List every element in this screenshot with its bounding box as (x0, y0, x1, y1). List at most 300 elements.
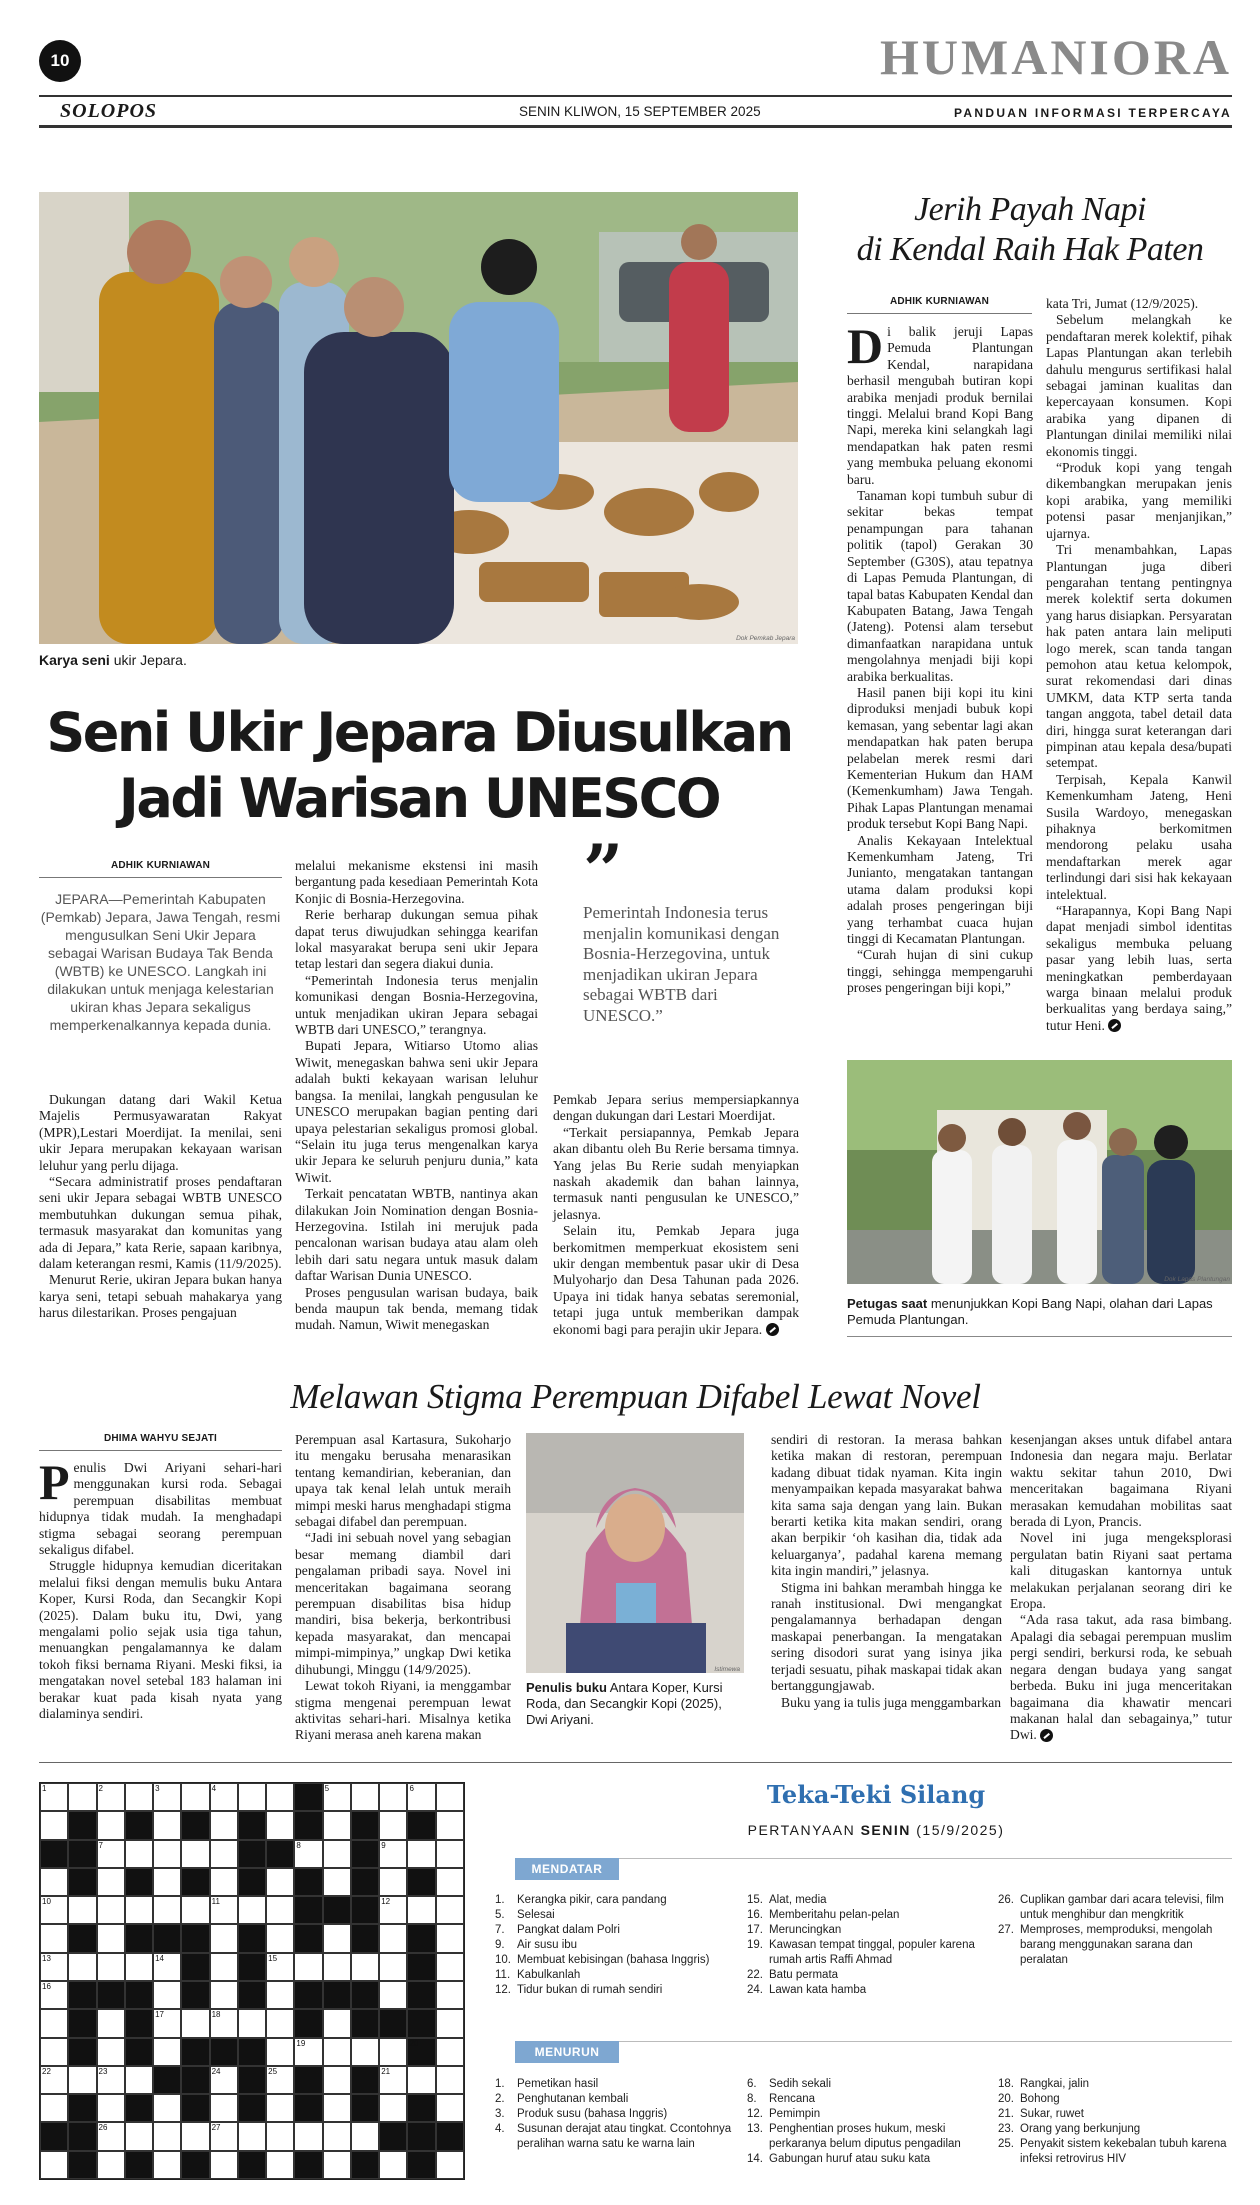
kopi-col-2 (1046, 296, 1232, 1034)
crossword-black-cell (153, 2066, 181, 2094)
crossword-clue-number: 24 (211, 2066, 221, 2076)
crossword-cell[interactable] (323, 2151, 351, 2179)
crossword-cell[interactable] (210, 1840, 238, 1868)
crossword-cell[interactable] (407, 1840, 435, 1868)
crossword-cell[interactable] (181, 1840, 209, 1868)
crossword-cell[interactable] (266, 1868, 294, 1896)
photo-credit-novel: Istimewa (714, 1666, 740, 1673)
crossword-cell[interactable] (379, 1811, 407, 1839)
crossword-cell[interactable] (238, 1783, 266, 1811)
crossword-cell[interactable] (68, 2066, 96, 2094)
crossword-black-cell (407, 1811, 435, 1839)
crossword-black-cell (436, 2122, 464, 2150)
crossword-clue-number: 2 (98, 1784, 103, 1793)
kopi-col-1 (847, 318, 1033, 997)
crossword-cell[interactable] (323, 2094, 351, 2122)
crossword-black-cell (181, 1981, 209, 2009)
clue-number: 25. (998, 2138, 1014, 2150)
crossword-cell[interactable] (379, 1953, 407, 1981)
clue-text: Sukar, ruwet (1020, 2108, 1084, 2120)
subtitle-pre: PERTANYAAN (747, 1822, 861, 1838)
clue-item (998, 2092, 1232, 2107)
main-byline: ADHIK KURNIAWAN (39, 860, 282, 878)
clue-item (747, 1893, 987, 1908)
crossword-black-cell (125, 2038, 153, 2066)
crossword-cell[interactable] (97, 1924, 125, 1952)
crossword-cell[interactable] (210, 1811, 238, 1839)
kopi-headline (830, 190, 1230, 270)
crossword-clue-number: 9 (381, 1840, 386, 1850)
crossword-cell[interactable] (266, 2009, 294, 2037)
crossword-cell[interactable] (181, 2009, 209, 2037)
crossword-cell[interactable] (210, 1981, 238, 2009)
clue-number: 11. (495, 1969, 511, 1981)
crossword-cell[interactable] (266, 2151, 294, 2179)
paragraph: “Pemerintah Indonesia terus menjalin komunikasi dengan Bosnia-Herzegovina, untuk menjadikan ukiran Jepara sebagai WBTB dari UNESCO,” terangnya. (295, 972, 538, 1038)
clue-number: 26. (998, 1894, 1014, 1906)
section-title: HUMANIORA (880, 29, 1232, 85)
crossword-cell[interactable] (68, 1953, 96, 1981)
crossword-grid[interactable] (39, 1782, 465, 2180)
crossword-clue-number: 26 (98, 2123, 108, 2133)
paragraph: “Curah hujan di sini cukup tinggi, sehingga mempengaruhi proses pengeringan biji kopi,” (847, 947, 1033, 996)
crossword-cell[interactable] (40, 2038, 68, 2066)
crossword-black-cell (125, 2094, 153, 2122)
crossword-cell[interactable] (153, 1811, 181, 1839)
subtitle-date: (15/9/2025) (910, 1822, 1005, 1838)
dropcap: D (847, 318, 884, 374)
crossword-clue-number: 23 (98, 2066, 108, 2076)
clue-number: 24. (747, 1984, 763, 1996)
crossword-cell[interactable] (294, 1953, 322, 1981)
crossword-cell[interactable] (97, 2038, 125, 2066)
header-rule-bottom (39, 125, 1232, 128)
caption-bold: Petugas saat (847, 1296, 928, 1311)
clue-number: 12. (747, 2108, 763, 2120)
crossword-cell[interactable] (379, 1981, 407, 2009)
crossword-black-cell (351, 1840, 379, 1868)
crossword-black-cell (68, 2038, 96, 2066)
paragraph: Pemkab Jepara serius mempersiapkannya dengan dukungan dari Lestari Moerdijat. (553, 1092, 799, 1124)
brand-logo: SOLOPOS (60, 100, 158, 122)
crossword-cell[interactable] (153, 1896, 181, 1924)
crossword-clue-number: 17 (155, 2010, 164, 2020)
clue-item (495, 1983, 735, 1998)
crossword-cell[interactable] (323, 2038, 351, 2066)
clue-item (747, 2152, 987, 2167)
crossword-clue-number: 6 (409, 1784, 414, 1793)
menurun-col-1 (495, 2077, 735, 2152)
tts-subtitle (520, 1822, 1232, 1838)
crossword-cell[interactable] (323, 1811, 351, 1839)
clue-text: Selesai (517, 1909, 555, 1921)
crossword-cell[interactable] (266, 1811, 294, 1839)
crossword-black-cell (125, 2009, 153, 2037)
paragraph-text: enulis Dwi Ariyani sehari-hari menggunakan kursi roda. Sebagai perempuan disabilitas membuat hidupnya tidak mudah. Ia menghadapi stigma sebagai seorang perempuan sekaligus difabel. (39, 1460, 282, 1558)
crossword-cell[interactable] (436, 1783, 464, 1811)
clue-number: 5. (495, 1909, 505, 1921)
main-photo-caption (39, 652, 799, 668)
crossword-cell[interactable] (379, 1783, 407, 1811)
novel-col-2 (295, 1432, 511, 1744)
crossword-cell[interactable] (97, 2151, 125, 2179)
paragraph: Rerie berharap dukungan semua pihak dapat terus diwujudkan sehingga kearifan lokal masyarakat berupa seni ukir Jepara tetap lestari dan segera diakui dunia. (295, 907, 538, 972)
crossword-cell[interactable] (323, 1953, 351, 1981)
crossword-black-cell (125, 1868, 153, 1896)
crossword-black-cell (379, 2009, 407, 2037)
crossword-black-cell (125, 1811, 153, 1839)
paragraph (1046, 903, 1232, 1034)
crossword-black-cell (294, 2066, 322, 2094)
clue-rule-top (515, 1858, 1232, 1859)
crossword-cell[interactable] (210, 1953, 238, 1981)
clue-text: Kawasan tempat tinggal, populer karena rumah artis Raffi Ahmad (769, 1939, 975, 1966)
carving-photo-illustration (39, 192, 798, 644)
crossword-cell[interactable] (153, 1868, 181, 1896)
crossword-black-cell (181, 1924, 209, 1952)
crossword-cell[interactable] (40, 1924, 68, 1952)
crossword-cell[interactable] (68, 1896, 96, 1924)
crossword-black-cell (351, 2066, 379, 2094)
crossword-black-cell (68, 2151, 96, 2179)
clue-text: Rencana (769, 2093, 816, 2105)
crossword-black-cell (294, 2094, 322, 2122)
mendatar-col-2 (747, 1893, 987, 1998)
crossword-cell[interactable] (97, 2094, 125, 2122)
clue-number: 17. (747, 1924, 763, 1936)
crossword-cell[interactable] (436, 2066, 464, 2094)
clue-text: Penghutanan kembali (517, 2093, 629, 2105)
author-photo-caption (526, 1680, 744, 1728)
crossword-cell[interactable] (153, 2151, 181, 2179)
clue-text: Sedih sekali (769, 2078, 832, 2090)
crossword-clue-number: 7 (98, 1840, 103, 1850)
crossword-cell[interactable] (436, 2038, 464, 2066)
crossword-cell[interactable] (125, 1896, 153, 1924)
crossword-clue-number: 12 (381, 1897, 391, 1907)
crossword-cell[interactable] (323, 1868, 351, 1896)
crossword-cell[interactable] (379, 2151, 407, 2179)
clue-text: Meruncingkan (769, 1924, 842, 1936)
crossword-clue-number: 22 (42, 2066, 51, 2076)
headline-line-2: Jadi Warisan UNESCO (118, 767, 720, 830)
crossword-black-cell (351, 1868, 379, 1896)
caption-bold: Penulis buku (526, 1680, 607, 1695)
crossword-black-cell (407, 2094, 435, 2122)
clue-number: 4. (495, 2123, 505, 2135)
clue-item (495, 1953, 735, 1968)
clue-item (495, 1908, 735, 1923)
photo-credit-main: Dok Pemkab Jepara (736, 635, 795, 642)
crossword-cell[interactable] (181, 2122, 209, 2150)
crossword-clue-number: 3 (155, 1784, 160, 1793)
clue-text: Air susu ibu (517, 1939, 578, 1951)
crossword-cell[interactable] (153, 2122, 181, 2150)
crossword-cell[interactable] (153, 1840, 181, 1868)
crossword-cell[interactable] (323, 2122, 351, 2150)
crossword-cell[interactable] (40, 1811, 68, 1839)
crossword-cell[interactable] (40, 2009, 68, 2037)
menurun-col-3 (998, 2077, 1232, 2167)
clue-number: 14. (747, 2153, 763, 2165)
crossword-clue-number: 4 (211, 1784, 217, 1793)
clue-item (495, 1968, 735, 1983)
crossword-black-cell (40, 2122, 68, 2150)
caption-text: Antara Koper, Kursi Roda, dan Secangkir Kopi (2025), Dwi Ariyani. (526, 1680, 723, 1727)
crossword-cell[interactable] (436, 1953, 464, 1981)
clue-text: Rangkai, jalin (1020, 2078, 1090, 2090)
crossword-cell[interactable] (125, 1783, 153, 1811)
crossword-cell[interactable] (210, 1868, 238, 1896)
crossword-cell[interactable] (181, 1896, 209, 1924)
clue-item (747, 1908, 987, 1923)
clue-item (998, 2137, 1232, 2167)
crossword-cell[interactable] (436, 1811, 464, 1839)
clue-number: 8. (747, 2093, 757, 2105)
crossword-black-cell (181, 1811, 209, 1839)
paragraph: Analis Kekayaan Intelektual Kemenkumham Jateng, Tri Junianto, mengatakan tantangan utama dalam produksi kopi adalah proses pengeringan biji yang terhambat cuaca hujan tinggi di Kecamatan Plantungan. (847, 832, 1033, 947)
novel-byline: DHIMA WAHYU SEJATI (39, 1433, 282, 1451)
clue-text: Orang yang berkunjung (1020, 2123, 1141, 2135)
paragraph: sendiri di restoran. Ia merasa bahkan ketika makan di restoran, perempuan kadang dibuat tidak nyaman. Kita ingin menyampaikan kepada masyarakat bahwa kita sama saja dengan yang lain. Bukan berarti ketika kita makan sendiri, orang akan berpikir ‘oh kasihan dia, tidak ada keluarganya’, padahal karena memang kita ingin mandiri,” jelasnya. (771, 1432, 1002, 1579)
crossword-black-cell (181, 1953, 209, 1981)
clue-item (747, 2122, 987, 2152)
crossword-cell[interactable] (323, 1924, 351, 1952)
paragraph-text: “Ada rasa takut, ada rasa bimbang. Apalagi dia sebagai perempuan muslim pergi sendiri, berkursi roda, ke sebuah negara dengan budaya yang sangat berbeda. Buku ini juga menceritakan bagaimana dia khawatir mencari makanan halal dan sebagainya,” tutur Dwi. (1010, 1612, 1232, 1743)
crossword-cell[interactable] (68, 1783, 96, 1811)
novel-col-4 (1010, 1432, 1232, 1744)
crossword-clue-number: 8 (296, 1840, 301, 1850)
crossword-cell[interactable] (266, 1896, 294, 1924)
crossword-black-cell (238, 1924, 266, 1952)
crossword-black-cell (238, 1840, 266, 1868)
paragraph: Perempuan asal Kartasura, Sukoharjo itu mengaku berusaha menarasikan tentang kemandirian, keberanian, dan upaya tak kenal lelah untuk meraih mimpi meski harus menghadapi stigma sebagai difabel dan perempuan. (295, 1432, 511, 1530)
crossword-cell[interactable] (210, 1924, 238, 1952)
kopi-photo-caption (847, 1296, 1232, 1328)
paragraph: kesenjangan akses untuk difabel antara Indonesia dan negara maju. Berlatar waktu sekitar tahun 2010, Dwi menceritakan bagaimana Riyani merasakan kemudahan mobilitas saat berada di Lyon, Prancis. (1010, 1432, 1232, 1530)
crossword-cell[interactable] (125, 2066, 153, 2094)
clue-text: Kerangka pikir, cara pandang (517, 1894, 667, 1906)
clue-number: 23. (998, 2123, 1014, 2135)
crossword-cell[interactable] (266, 1783, 294, 1811)
novel-col-1 (39, 1454, 282, 1723)
crossword-cell[interactable] (266, 2038, 294, 2066)
crossword-cell[interactable] (97, 1953, 125, 1981)
crossword-cell[interactable] (379, 2094, 407, 2122)
crossword-cell[interactable] (97, 1896, 125, 1924)
clue-text: Tidur bukan di rumah sendiri (517, 1984, 663, 1996)
crossword-black-cell (238, 2151, 266, 2179)
crossword-cell[interactable] (97, 1811, 125, 1839)
clue-item (998, 2077, 1232, 2092)
crossword-clue-number: 19 (296, 2038, 306, 2048)
photo-credit-kopi: Dok Lapas Plantungan (1164, 1276, 1230, 1283)
crossword-clue-number: 20 (409, 2038, 419, 2048)
paragraph: “Jadi ini sebuah novel yang sebagian besar memang diambil dari pengalaman pribadi saya. Novel ini menceritakan bagaimana seorang perempuan disabilitas bisa hidup mandiri, bisa bekerja, berkontribusi kepada masyarakat, dan mencapai mimpi-mimpinya,” ungkap Dwi ketika dihubungi, Minggu (14/9/2025). (295, 1530, 511, 1677)
crossword-cell[interactable] (125, 1953, 153, 1981)
clue-number: 20. (998, 2093, 1014, 2105)
clue-number: 7. (495, 1924, 505, 1936)
clue-item (998, 1893, 1232, 1923)
end-mark-icon (1040, 1729, 1053, 1742)
crossword-cell[interactable] (436, 1840, 464, 1868)
crossword-black-cell (379, 2122, 407, 2150)
column-divider (847, 1336, 1232, 1337)
main-col-1 (39, 1092, 282, 1322)
crossword-cell[interactable] (210, 2094, 238, 2122)
novel-col-3 (771, 1432, 1002, 1711)
paragraph (1010, 1612, 1232, 1743)
crossword-cell[interactable] (436, 1981, 464, 2009)
author-photo (526, 1433, 744, 1673)
clue-item (747, 1968, 987, 1983)
clue-number: 22. (747, 1969, 763, 1981)
crossword-cell[interactable] (40, 2094, 68, 2122)
crossword-cell[interactable] (266, 2122, 294, 2150)
crossword-cell[interactable] (97, 2009, 125, 2037)
clue-item (495, 2107, 735, 2122)
paragraph: “Terkait persiapannya, Pemkab Jepara akan dibantu oleh Bu Rerie bersama timnya. Yang jelas Bu Rerie sudah menyiapkan naskah akademik dan bahan lainnya, termasuk nanti pengusulan ke UNESCO,” jelasnya. (553, 1124, 799, 1222)
crossword-black-cell (125, 1924, 153, 1952)
crossword-cell[interactable] (351, 1953, 379, 1981)
clue-item (998, 1923, 1232, 1968)
clue-text: Pemimpin (769, 2108, 821, 2120)
crossword-cell[interactable] (181, 1783, 209, 1811)
crossword-black-cell (407, 1868, 435, 1896)
crossword-cell[interactable] (266, 1981, 294, 2009)
crossword-clue-number: 11 (211, 1897, 220, 1907)
crossword-cell[interactable] (351, 2038, 379, 2066)
crossword-black-cell (68, 1811, 96, 1839)
crossword-black-cell (294, 1896, 322, 1924)
crossword-cell[interactable] (153, 2094, 181, 2122)
clue-number: 3. (495, 2108, 505, 2120)
crossword-cell[interactable] (125, 2122, 153, 2150)
quote-mark-icon: ” (583, 829, 624, 912)
clue-text: Penghentian proses hukum, meski perkaranya belum diputus pengadilan (769, 2123, 961, 2150)
caption-bold: Karya seni (39, 652, 110, 668)
kopi-headline-line-2: di Kendal Raih Hak Paten (856, 231, 1204, 268)
mendatar-col-1 (495, 1893, 735, 1998)
crossword-black-cell (407, 2122, 435, 2150)
paragraph: Tanaman kopi tumbuh subur di sekitar bekas tempat penampungan para tahanan politik (tapol) Gerakan 30 September (G30S), atau tepatnya di Lapas Pemuda Plantungan, di tapal batas Kabupaten Kendal dan Kabupaten Batang, Jawa Tengah (Jateng). Potensi alam tersebut dimanfaatkan narapidana untuk mengolahnya menjadi biji kopi arabika berkualitas. (847, 488, 1033, 684)
crossword-cell[interactable] (407, 2066, 435, 2094)
mendatar-tab: MENDATAR (515, 1858, 619, 1880)
menurun-col-2 (747, 2077, 987, 2167)
paragraph: “Secara administratif proses pendaftaran seni ukir Jepara sebagai WBTB UNESCO membutuhkan dukungan semua pihak, termasuk masyarakat dan komunitas yang ada di Jepara,” kata Rerie, sapaan karibnya, dalam keterangan resmi, Kamis (11/9/2025). (39, 1174, 282, 1272)
crossword-cell[interactable] (407, 1896, 435, 1924)
crossword-black-cell (68, 1840, 96, 1868)
crossword-black-cell (294, 1868, 322, 1896)
crossword-black-cell (351, 2094, 379, 2122)
crossword-black-cell (407, 1953, 435, 1981)
clue-number: 21. (998, 2108, 1014, 2120)
crossword-cell[interactable] (379, 1924, 407, 1952)
crossword-cell[interactable] (436, 1896, 464, 1924)
clue-text: Kabulkanlah (517, 1969, 581, 1981)
crossword-black-cell (125, 2151, 153, 2179)
clue-item (495, 2122, 735, 2152)
crossword-cell[interactable] (323, 2066, 351, 2094)
clue-text: Lawan kata hamba (769, 1984, 867, 1996)
crossword-black-cell (40, 1840, 68, 1868)
crossword-cell[interactable] (323, 2009, 351, 2037)
crossword-black-cell (238, 1953, 266, 1981)
kopi-headline-line-1: Jerih Payah Napi (914, 191, 1146, 228)
clue-text: Membuat kebisingan (bahasa Inggris) (517, 1954, 710, 1966)
clue-number: 12. (495, 1984, 511, 1996)
clue-item (495, 1893, 735, 1908)
crossword-black-cell (266, 1840, 294, 1868)
crossword-cell[interactable] (436, 1868, 464, 1896)
crossword-cell[interactable] (436, 2151, 464, 2179)
crossword-cell[interactable] (379, 1868, 407, 1896)
crossword-cell[interactable] (436, 2094, 464, 2122)
crossword-cell[interactable] (40, 2151, 68, 2179)
crossword-cell[interactable] (436, 1924, 464, 1952)
crossword-cell[interactable] (238, 1896, 266, 1924)
crossword-black-cell (181, 2038, 209, 2066)
crossword-cell[interactable] (238, 2009, 266, 2037)
paragraph: Novel ini juga mengeksplorasi pergulatan batin Riyani saat pertama kali ditugaskan kantornya untuk melakukan perjalanan seorang diri ke Eropa. (1010, 1530, 1232, 1612)
crossword-cell[interactable] (40, 1868, 68, 1896)
crossword-cell[interactable] (351, 1783, 379, 1811)
crossword-cell[interactable] (210, 2151, 238, 2179)
paragraph: Struggle hidupnya kemudian diceritakan melalui fiksi dengan memulis buku Antara Koper, Kursi Roda, dan Secangkir Kopi (2025). Dalam buku itu, Dwi, yang mengalami polio sejak usia tiga tahun, menuangkan pengalamannya ke dalam tokoh fiksi bernama Riyani. Meski fiksi, ia mengatakan novel setebal 183 halaman ini berakar kuat pada kisah nyata yang dialaminya sendiri. (39, 1558, 282, 1722)
paragraph: Hasil panen biji kopi itu kini diproduksi menjadi bubuk kopi kemasan, yang sebentar lagi akan mendapatkan hak paten berupa pelabelan merek resmi dari Kementerian Hukum dan HAM (Kemenkumham) Jawa Tengah. Pihak Lapas Plantungan menamai produk tersebut Kopi Bang Napi. (847, 684, 1033, 832)
paragraph: melalui mekanisme ekstensi ini masih bergantung pada kesediaan Pemerintah Kota Konjic di Bosnia-Herzegovina. (295, 858, 538, 906)
issue-date: SENIN KLIWON, 15 SEPTEMBER 2025 (519, 104, 761, 119)
crossword-cell[interactable] (266, 1924, 294, 1952)
caption-text: menunjukkan Kopi Bang Napi, olahan dari Lapas Pemuda Plantungan. (847, 1296, 1213, 1327)
clue-number: 27. (998, 1924, 1014, 1936)
kopi-photo-illustration (847, 1060, 1232, 1284)
crossword-cell[interactable] (436, 2009, 464, 2037)
crossword-cell[interactable] (294, 2122, 322, 2150)
crossword-cell[interactable] (125, 1840, 153, 1868)
clue-item (495, 2077, 735, 2092)
crossword-cell[interactable] (351, 2122, 379, 2150)
crossword-black-cell (294, 1783, 322, 1811)
clue-item (998, 2107, 1232, 2122)
crossword-clue-number: 14 (155, 1953, 164, 1963)
crossword-black-cell (294, 1811, 322, 1839)
crossword-cell[interactable] (153, 2038, 181, 2066)
crossword-black-cell (351, 2009, 379, 2037)
crossword-cell[interactable] (323, 1840, 351, 1868)
crossword-cell[interactable] (97, 1868, 125, 1896)
caption-text: ukir Jepara. (109, 652, 187, 668)
end-mark-icon (1108, 1019, 1121, 1032)
kopi-byline: ADHIK KURNIAWAN (847, 296, 1032, 314)
crossword-clue-number: 15 (268, 1953, 278, 1963)
paragraph: Dukungan datang dari Wakil Ketua Majelis Permusyawaratan Rakyat (MPR),Lestari Moerdijat. Ia menilai, seni ukir Jepara merupakan kekayaan warisan leluhur yang perlu dijaga. (39, 1092, 282, 1173)
paragraph: kata Tri, Jumat (12/9/2025). (1046, 296, 1199, 311)
clue-rule-mid (515, 2041, 1232, 2042)
crossword-cell[interactable] (266, 2094, 294, 2122)
crossword-black-cell (181, 2151, 209, 2179)
menurun-tab: MENURUN (515, 2041, 619, 2063)
crossword-black-cell (351, 1981, 379, 2009)
crossword-cell[interactable] (379, 2038, 407, 2066)
crossword-black-cell (125, 1981, 153, 2009)
crossword-black-cell (97, 1981, 125, 2009)
crossword-black-cell (323, 1896, 351, 1924)
crossword-clue-number: 16 (42, 1982, 51, 1991)
clue-item (998, 2122, 1232, 2137)
crossword-cell[interactable] (153, 1981, 181, 2009)
crossword-cell[interactable] (238, 2122, 266, 2150)
